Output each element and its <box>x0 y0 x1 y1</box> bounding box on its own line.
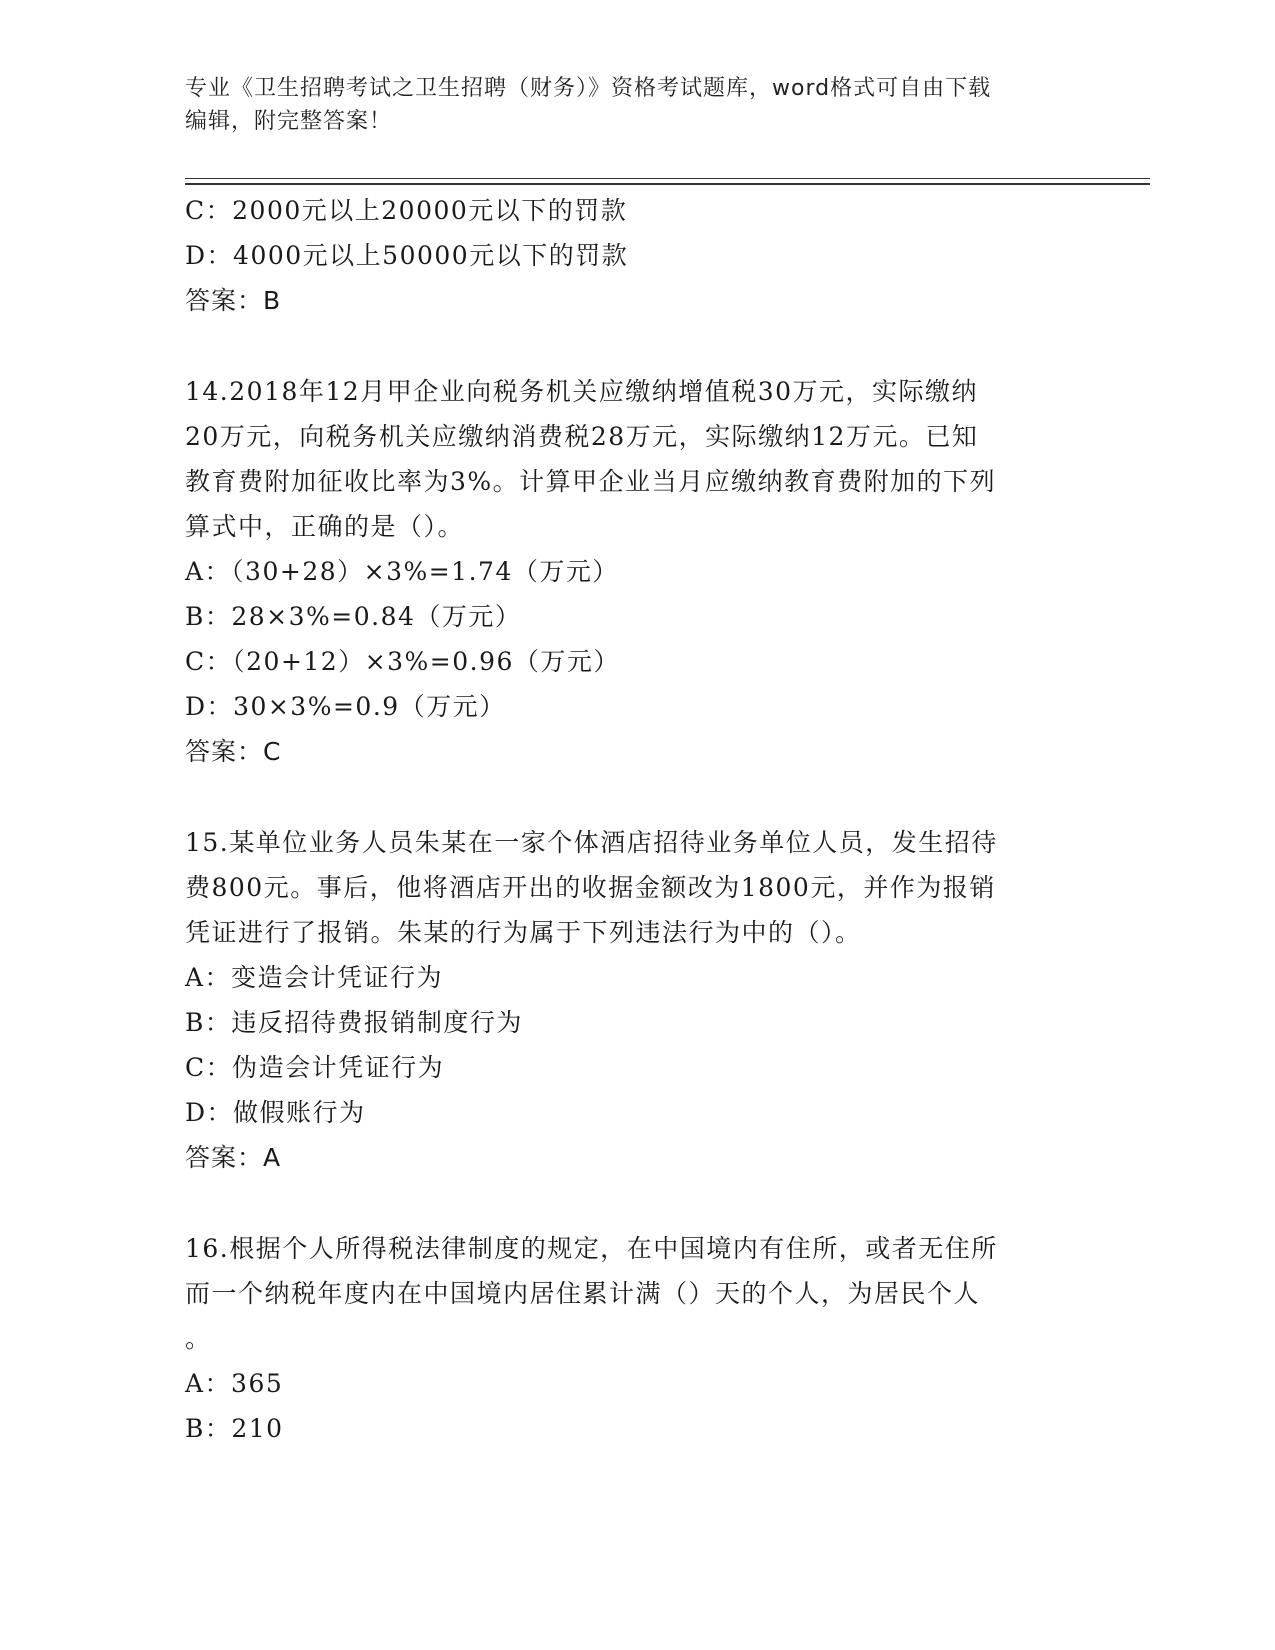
question-13 <box>185 188 1085 323</box>
option-d: D：4000元以上50000元以下的罚款 <box>185 241 629 270</box>
header-line-1: 专业《卫生招聘考试之卫生招聘（财务）》资格考试题库，word格式可自由下载 <box>185 76 992 101</box>
header-divider-thick <box>185 183 1150 185</box>
document-header <box>185 72 1065 138</box>
spacer <box>185 774 1085 820</box>
stem-line: 凭证进行了报销。朱某的行为属于下列违法行为中的（）。 <box>185 918 862 947</box>
stem-line: 15.某单位业务人员朱某在一家个体酒店招待业务单位人员，发生招待 <box>185 828 998 857</box>
spacer <box>185 1180 1085 1226</box>
stem-line: 。 <box>185 1324 212 1353</box>
spacer <box>185 323 1085 369</box>
option-c: C：（20+12）×3%=0.96（万元） <box>185 647 620 676</box>
option-b: B：210 <box>185 1414 284 1443</box>
question-content <box>185 188 1085 1451</box>
question-16 <box>185 1226 1085 1451</box>
answer-line: 答案：C <box>185 737 282 766</box>
option-a: A：变造会计凭证行为 <box>185 963 444 992</box>
question-stem <box>185 820 1085 955</box>
stem-line: 教育费附加征收比率为3%。计算甲企业当月应缴纳教育费附加的下列 <box>185 467 997 496</box>
option-d: D：做假账行为 <box>185 1098 366 1127</box>
header-divider-thin <box>185 178 1150 179</box>
option-b: B：28×3%=0.84（万元） <box>185 602 522 631</box>
stem-line: 14.2018年12月甲企业向税务机关应缴纳增值税30万元，实际缴纳 <box>185 377 979 406</box>
answer-line: 答案：B <box>185 286 282 315</box>
option-c: C：2000元以上20000元以下的罚款 <box>185 196 628 225</box>
header-line-2: 编辑，附完整答案！ <box>185 109 393 134</box>
option-a: A：（30+28）×3%=1.74（万元） <box>185 557 619 586</box>
question-stem <box>185 1226 1085 1361</box>
answer-line: 答案：A <box>185 1143 282 1172</box>
question-15 <box>185 820 1085 1180</box>
stem-line: 20万元，向税务机关应缴纳消费税28万元，实际缴纳12万元。已知 <box>185 422 979 451</box>
stem-line: 而一个纳税年度内在中国境内居住累计满（）天的个人，为居民个人 <box>185 1279 981 1308</box>
stem-line: 16.根据个人所得税法律制度的规定，在中国境内有住所，或者无住所 <box>185 1234 998 1263</box>
option-a: A：365 <box>185 1369 284 1398</box>
question-14 <box>185 369 1085 774</box>
option-d: D：30×3%=0.9（万元） <box>185 692 506 721</box>
stem-line: 算式中，正确的是（）。 <box>185 512 465 541</box>
stem-line: 费800元。事后，他将酒店开出的收据金额改为1800元，并作为报销 <box>185 873 996 902</box>
question-stem <box>185 369 1085 549</box>
option-c: C：伪造会计凭证行为 <box>185 1053 445 1082</box>
option-b: B：违反招待费报销制度行为 <box>185 1008 523 1037</box>
